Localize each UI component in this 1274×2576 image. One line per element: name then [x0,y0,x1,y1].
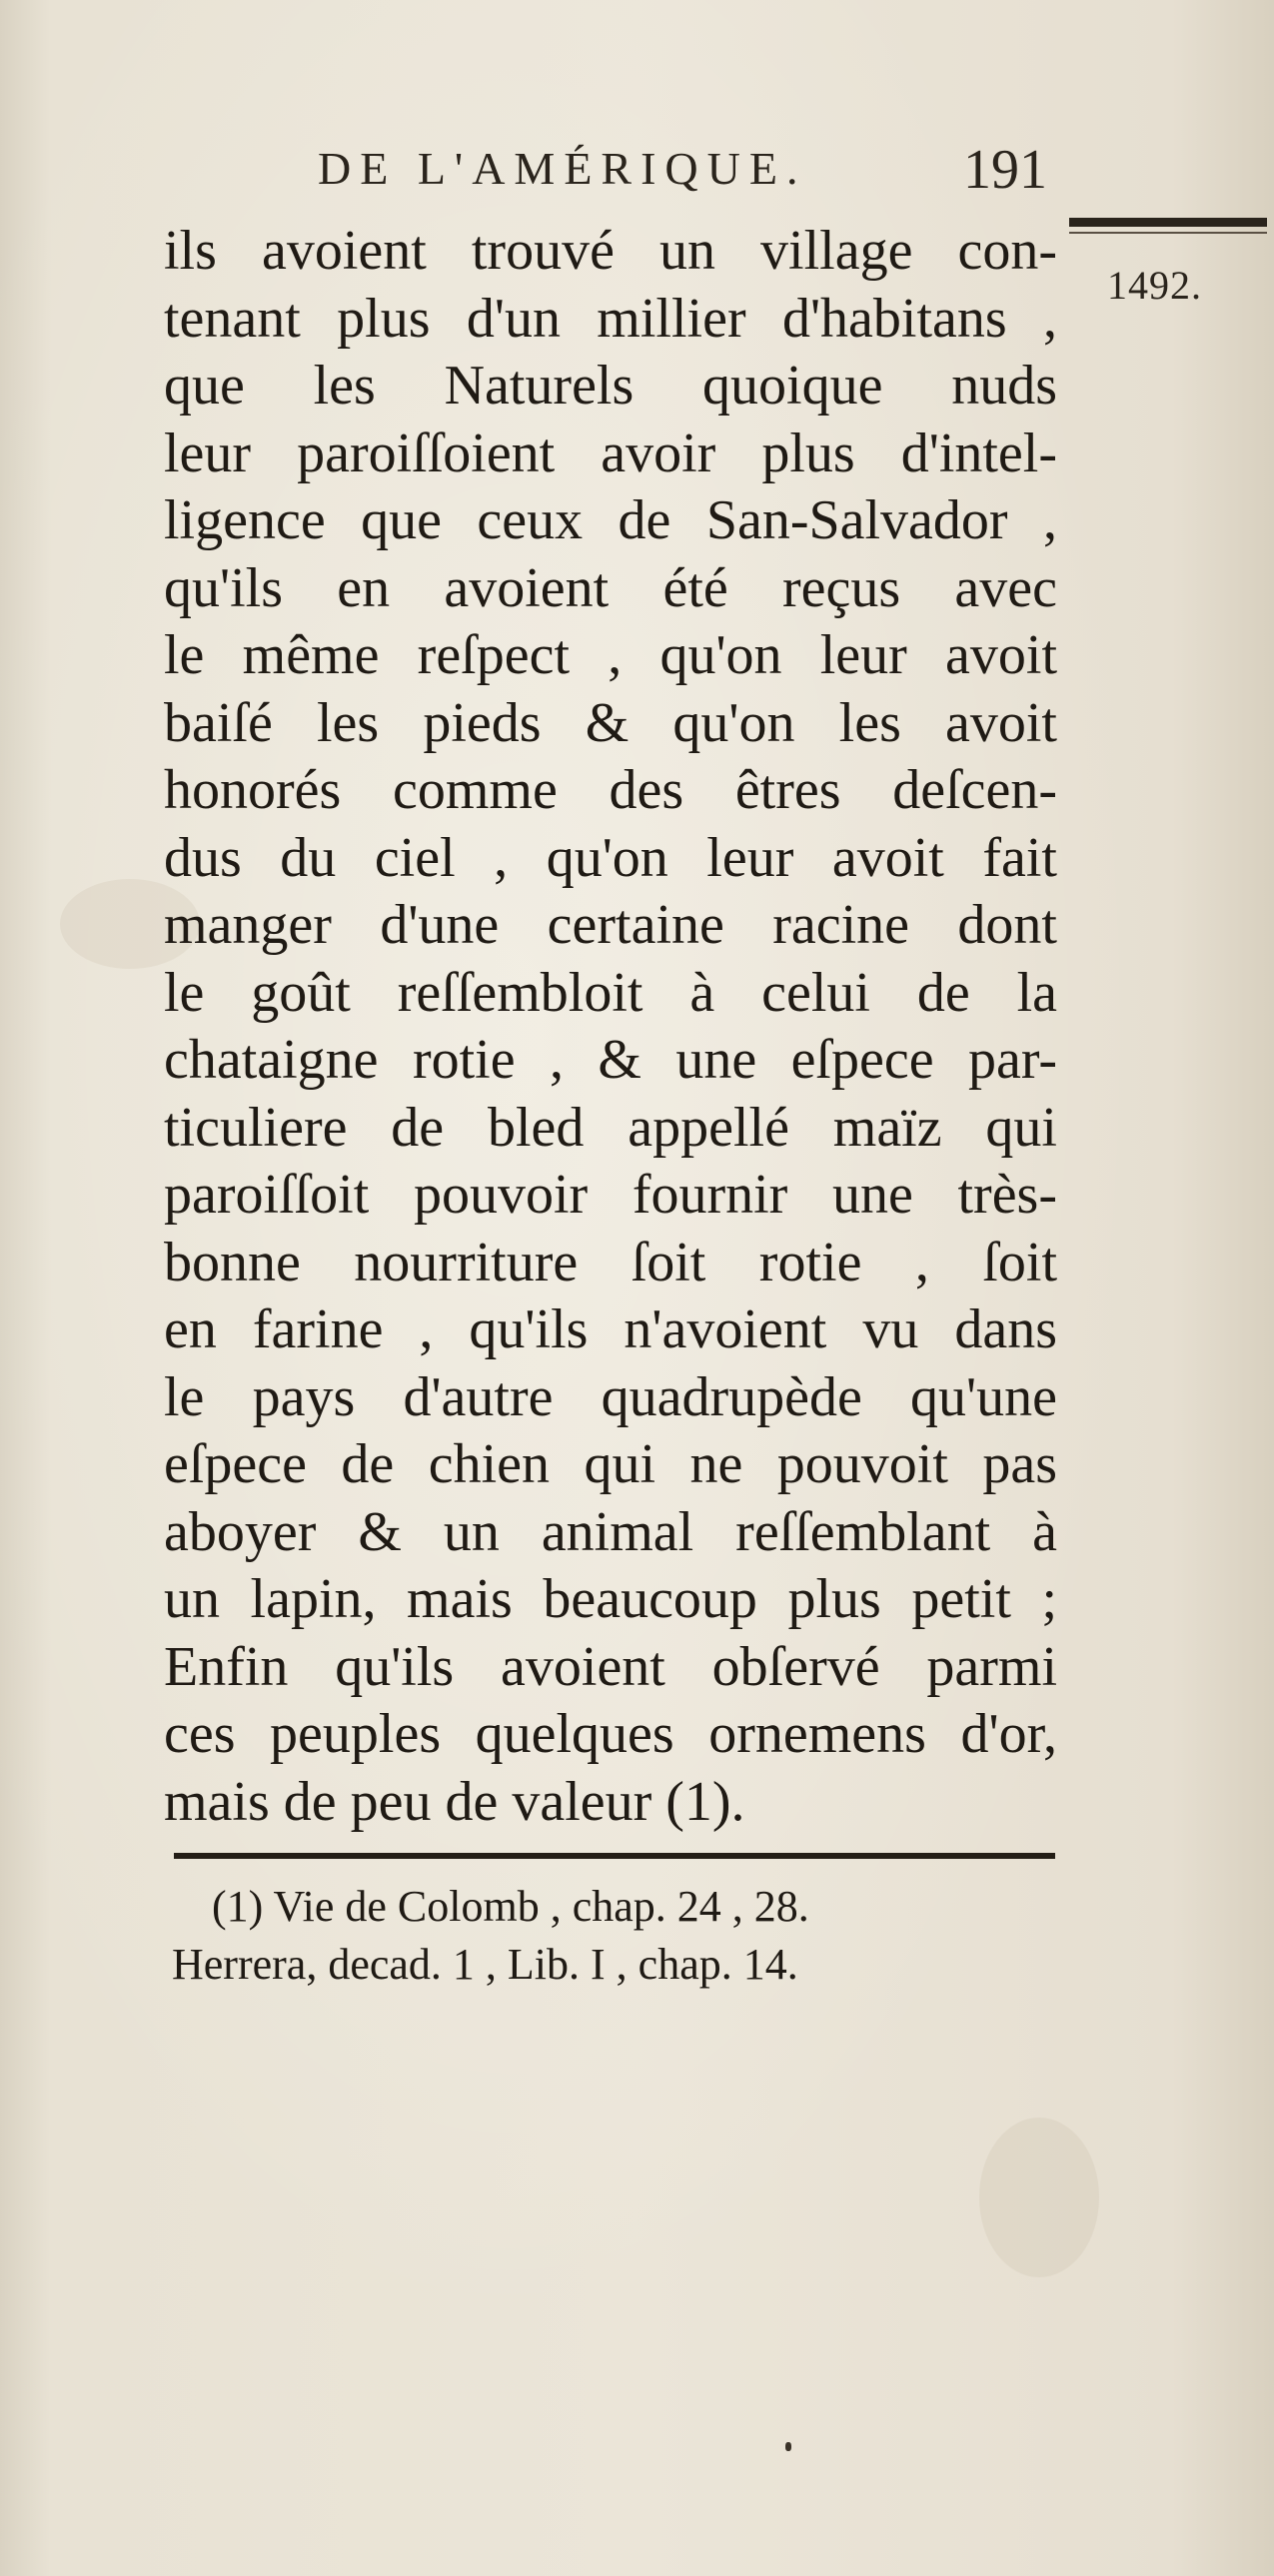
text-line: dus du ciel , qu'on leur avoit fait [164,826,1057,889]
footnote-line-2: Herrera, decad. 1 , Lib. I , chap. 14. [172,1940,798,1989]
text-line: tenant plus d'un millier d'habitans , [164,287,1057,350]
paper-stain [979,2118,1099,2277]
footnote-rule [174,1853,1055,1859]
margin-rule [1069,218,1267,227]
text-line: qu'ils en avoient été reçus avec [164,556,1057,619]
text-line-last: mais de peu de valeur (1). [164,1770,745,1833]
body-text [164,218,1057,1836]
text-line: ticuliere de bled appellé maïz qui [164,1096,1057,1159]
text-line: baiſé les pieds & qu'on les avoit [164,691,1057,754]
page-number: 191 [963,139,1047,201]
running-title: DE L'AMÉRIQUE. [318,143,807,194]
text-line: le goût reſſembloit à celui de la [164,961,1057,1024]
text-line: en farine , qu'ils n'avoient vu dans [164,1298,1057,1360]
text-line: le pays d'autre quadrupède qu'une [164,1365,1057,1428]
text-line: honorés comme des êtres deſcen- [164,759,1057,821]
text-line: ils avoient trouvé un village con- [164,220,1057,282]
footnote [172,1878,1086,1994]
margin-year: 1492. [1107,263,1202,308]
text-line: chataigne rotie , & une eſpece par- [164,1029,1057,1091]
margin-rule-thin [1069,232,1267,234]
running-head [318,139,1047,212]
text-line: paroiſſoit pouvoir fournir une très- [164,1164,1057,1226]
text-line: le même reſpect , qu'on leur avoit [164,624,1057,686]
text-line: bonne nourriture ſoit rotie , ſoit [164,1231,1057,1293]
footnote-line-1: (1) Vie de Colomb , chap. 24 , 28. [212,1882,809,1931]
text-line: manger d'une certaine racine dont [164,894,1057,956]
text-line: leur paroiſſoient avoir plus d'intel- [164,422,1057,484]
text-line: aboyer & un animal reſſemblant à [164,1500,1057,1563]
text-line: ces peuples quelques ornemens d'or, [164,1703,1057,1765]
text-line: ligence que ceux de San-Salvador , [164,489,1057,551]
text-line: eſpece de chien qui ne pouvoit pas [164,1433,1057,1495]
ink-fleck [785,2442,791,2451]
text-line: que les Naturels quoique nuds [164,355,1057,417]
text-line: Enfin qu'ils avoient obſervé parmi [164,1635,1057,1698]
text-line: un lapin, mais beaucoup plus petit ; [164,1568,1057,1630]
